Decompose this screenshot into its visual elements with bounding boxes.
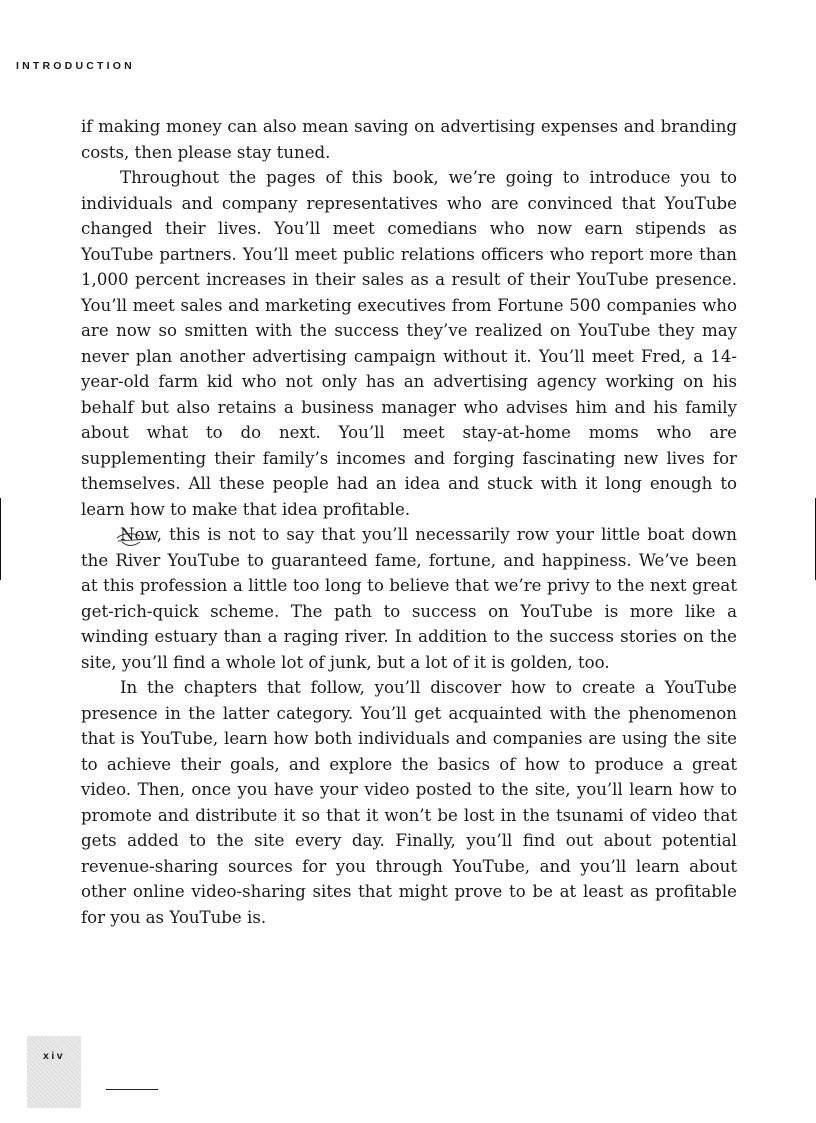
paragraph: Now, this is not to say that you’ll necessarily row your little boat down the River YouTube to guaranteed fame, fortune, and happiness. We’ve been at this profession a little too long to believe that we’re privy to the next great get-rich-quick scheme. The path to success on YouTube is more like a winding estuary than a raging river. In addition to the success stories on the site, you’ll find a whole lot of junk, but a lot of it is golden, too.	[81, 525, 737, 672]
page-number: xiv	[43, 1050, 66, 1062]
margin-rule-left	[0, 498, 1, 580]
pencil-annotation-mark	[114, 527, 154, 553]
paragraph: Throughout the pages of this book, we’re going to introduce you to individuals and company representatives who are convinced that YouTube changed their lives. You’ll meet comedians who now earn stipends as YouTube partners. You’ll meet public relations officers who report more than 1,000 percent increases in their sales as a result of their YouTube presence. You’ll meet sales and marketing executives from Fortune 500 companies who are now so smitten with the success they’ve realized on YouTube they may never plan another advertising campaign without it. You’ll meet Fred, a 14-year-old farm kid who not only has an advertising agency working on his behalf but also retains a business manager who advises him and his family about what to do next. You’ll meet stay-at-home moms who are supplementing their family’s incomes and forging fascinating new lives for themselves. All these people had an idea and stuck with it long enough to learn how to make that idea profitable.	[81, 168, 737, 519]
running-head: INTRODUCTION	[16, 60, 135, 72]
body-text	[81, 114, 737, 930]
footer-rule	[106, 1089, 158, 1090]
paragraph: if making money can also mean saving on advertising expenses and branding costs, then please stay tuned.	[81, 117, 737, 162]
page-number-box	[27, 1036, 81, 1108]
paragraph: In the chapters that follow, you’ll discover how to create a YouTube presence in the latter category. You’ll get acquainted with the phenomenon that is YouTube, learn how both individuals and companies are using the site to achieve their goals, and explore the basics of how to produce a great video. Then, once you have your video posted to the site, you’ll learn how to promote and distribute it so that it won’t be lost in the tsunami of video that gets added to the site every day. Finally, you’ll find out about potential revenue-sharing sources for you through YouTube, and you’ll learn about other online video-sharing sites that might prove to be at least as profitable for you as YouTube is.	[81, 678, 737, 927]
